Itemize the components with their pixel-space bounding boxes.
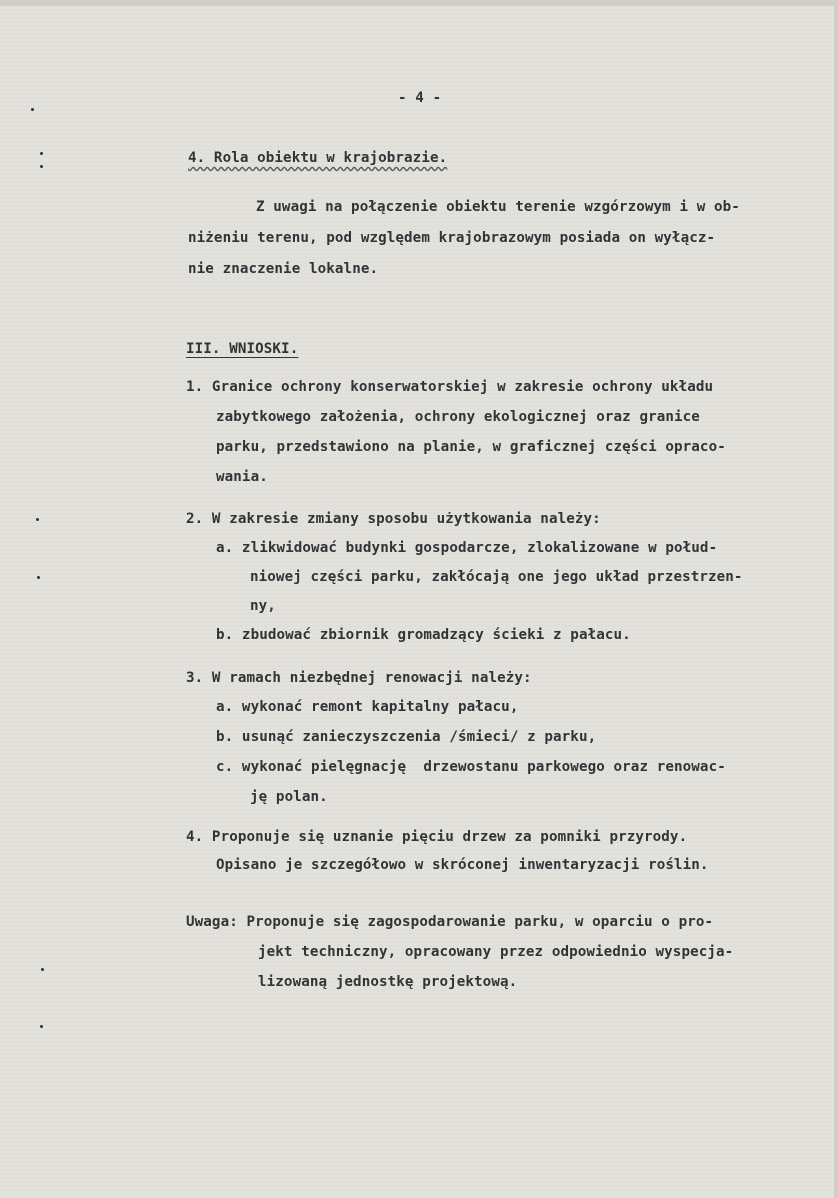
list-item-2a-line: a. zlikwidować budynki gospodarcze, zlokalizowane w połud- xyxy=(216,540,718,556)
list-item-2a-line: ny, xyxy=(250,598,276,614)
list-item-3b: b. usunąć zanieczyszczenia /śmieci/ z parku, xyxy=(216,729,597,745)
list-item-1-line: 1. Granice ochrony konserwatorskiej w zakresie ochrony układu xyxy=(186,379,714,395)
note-line: lizowaną jednostkę projektową. xyxy=(258,974,518,990)
margin-dot xyxy=(40,1025,43,1028)
list-item-1-line: zabytkowego założenia, ochrony ekologicznej oraz granice xyxy=(216,409,700,425)
margin-dot xyxy=(40,165,43,168)
list-item-3-intro: 3. W ramach niezbędnej renowacji należy: xyxy=(186,670,532,686)
margin-dot xyxy=(31,108,34,111)
list-item-1-line: wania. xyxy=(216,469,268,485)
paragraph-line: nie znaczenie lokalne. xyxy=(188,261,379,277)
page-number: - 4 - xyxy=(398,90,442,106)
margin-dot xyxy=(37,576,40,579)
note-line: jekt techniczny, opracowany przez odpowiednio wyspecja- xyxy=(258,944,734,960)
list-item-4-line: Opisano je szczegółowo w skróconej inwentaryzacji roślin. xyxy=(216,857,709,873)
paragraph-line: Z uwagi na połączenie obiektu terenie wzgórzowym i w ob- xyxy=(256,199,740,215)
list-item-3c-line: ję polan. xyxy=(250,789,328,805)
margin-dot xyxy=(36,518,39,521)
margin-dot xyxy=(40,152,43,155)
list-item-1-line: parku, przedstawiono na planie, w graficznej części opraco- xyxy=(216,439,726,455)
paragraph-line: niżeniu terenu, pod względem krajobrazowym posiada on wyłącz- xyxy=(188,230,716,246)
note-line: Uwaga: Proponuje się zagospodarowanie parku, w oparciu o pro- xyxy=(186,914,714,930)
list-item-3c-line: c. wykonać pielęgnację drzewostanu parkowego oraz renowac- xyxy=(216,759,726,775)
section-heading-wnioski: III. WNIOSKI. xyxy=(186,341,299,357)
list-item-2a-line: niowej części parku, zakłócają one jego układ przestrzen- xyxy=(250,569,743,585)
page-edge-top xyxy=(0,0,838,6)
list-item-2-intro: 2. W zakresie zmiany sposobu użytkowania należy: xyxy=(186,511,601,527)
list-item-3a: a. wykonać remont kapitalny pałacu, xyxy=(216,699,519,715)
margin-dot xyxy=(41,968,44,971)
page-edge-right xyxy=(834,0,838,1198)
list-item-2b: b. zbudować zbiornik gromadzący ścieki z pałacu. xyxy=(216,627,631,643)
section-heading-rola: 4. Rola obiektu w krajobrazie. xyxy=(188,150,448,166)
list-item-4-line: 4. Proponuje się uznanie pięciu drzew za pomniki przyrody. xyxy=(186,829,688,845)
